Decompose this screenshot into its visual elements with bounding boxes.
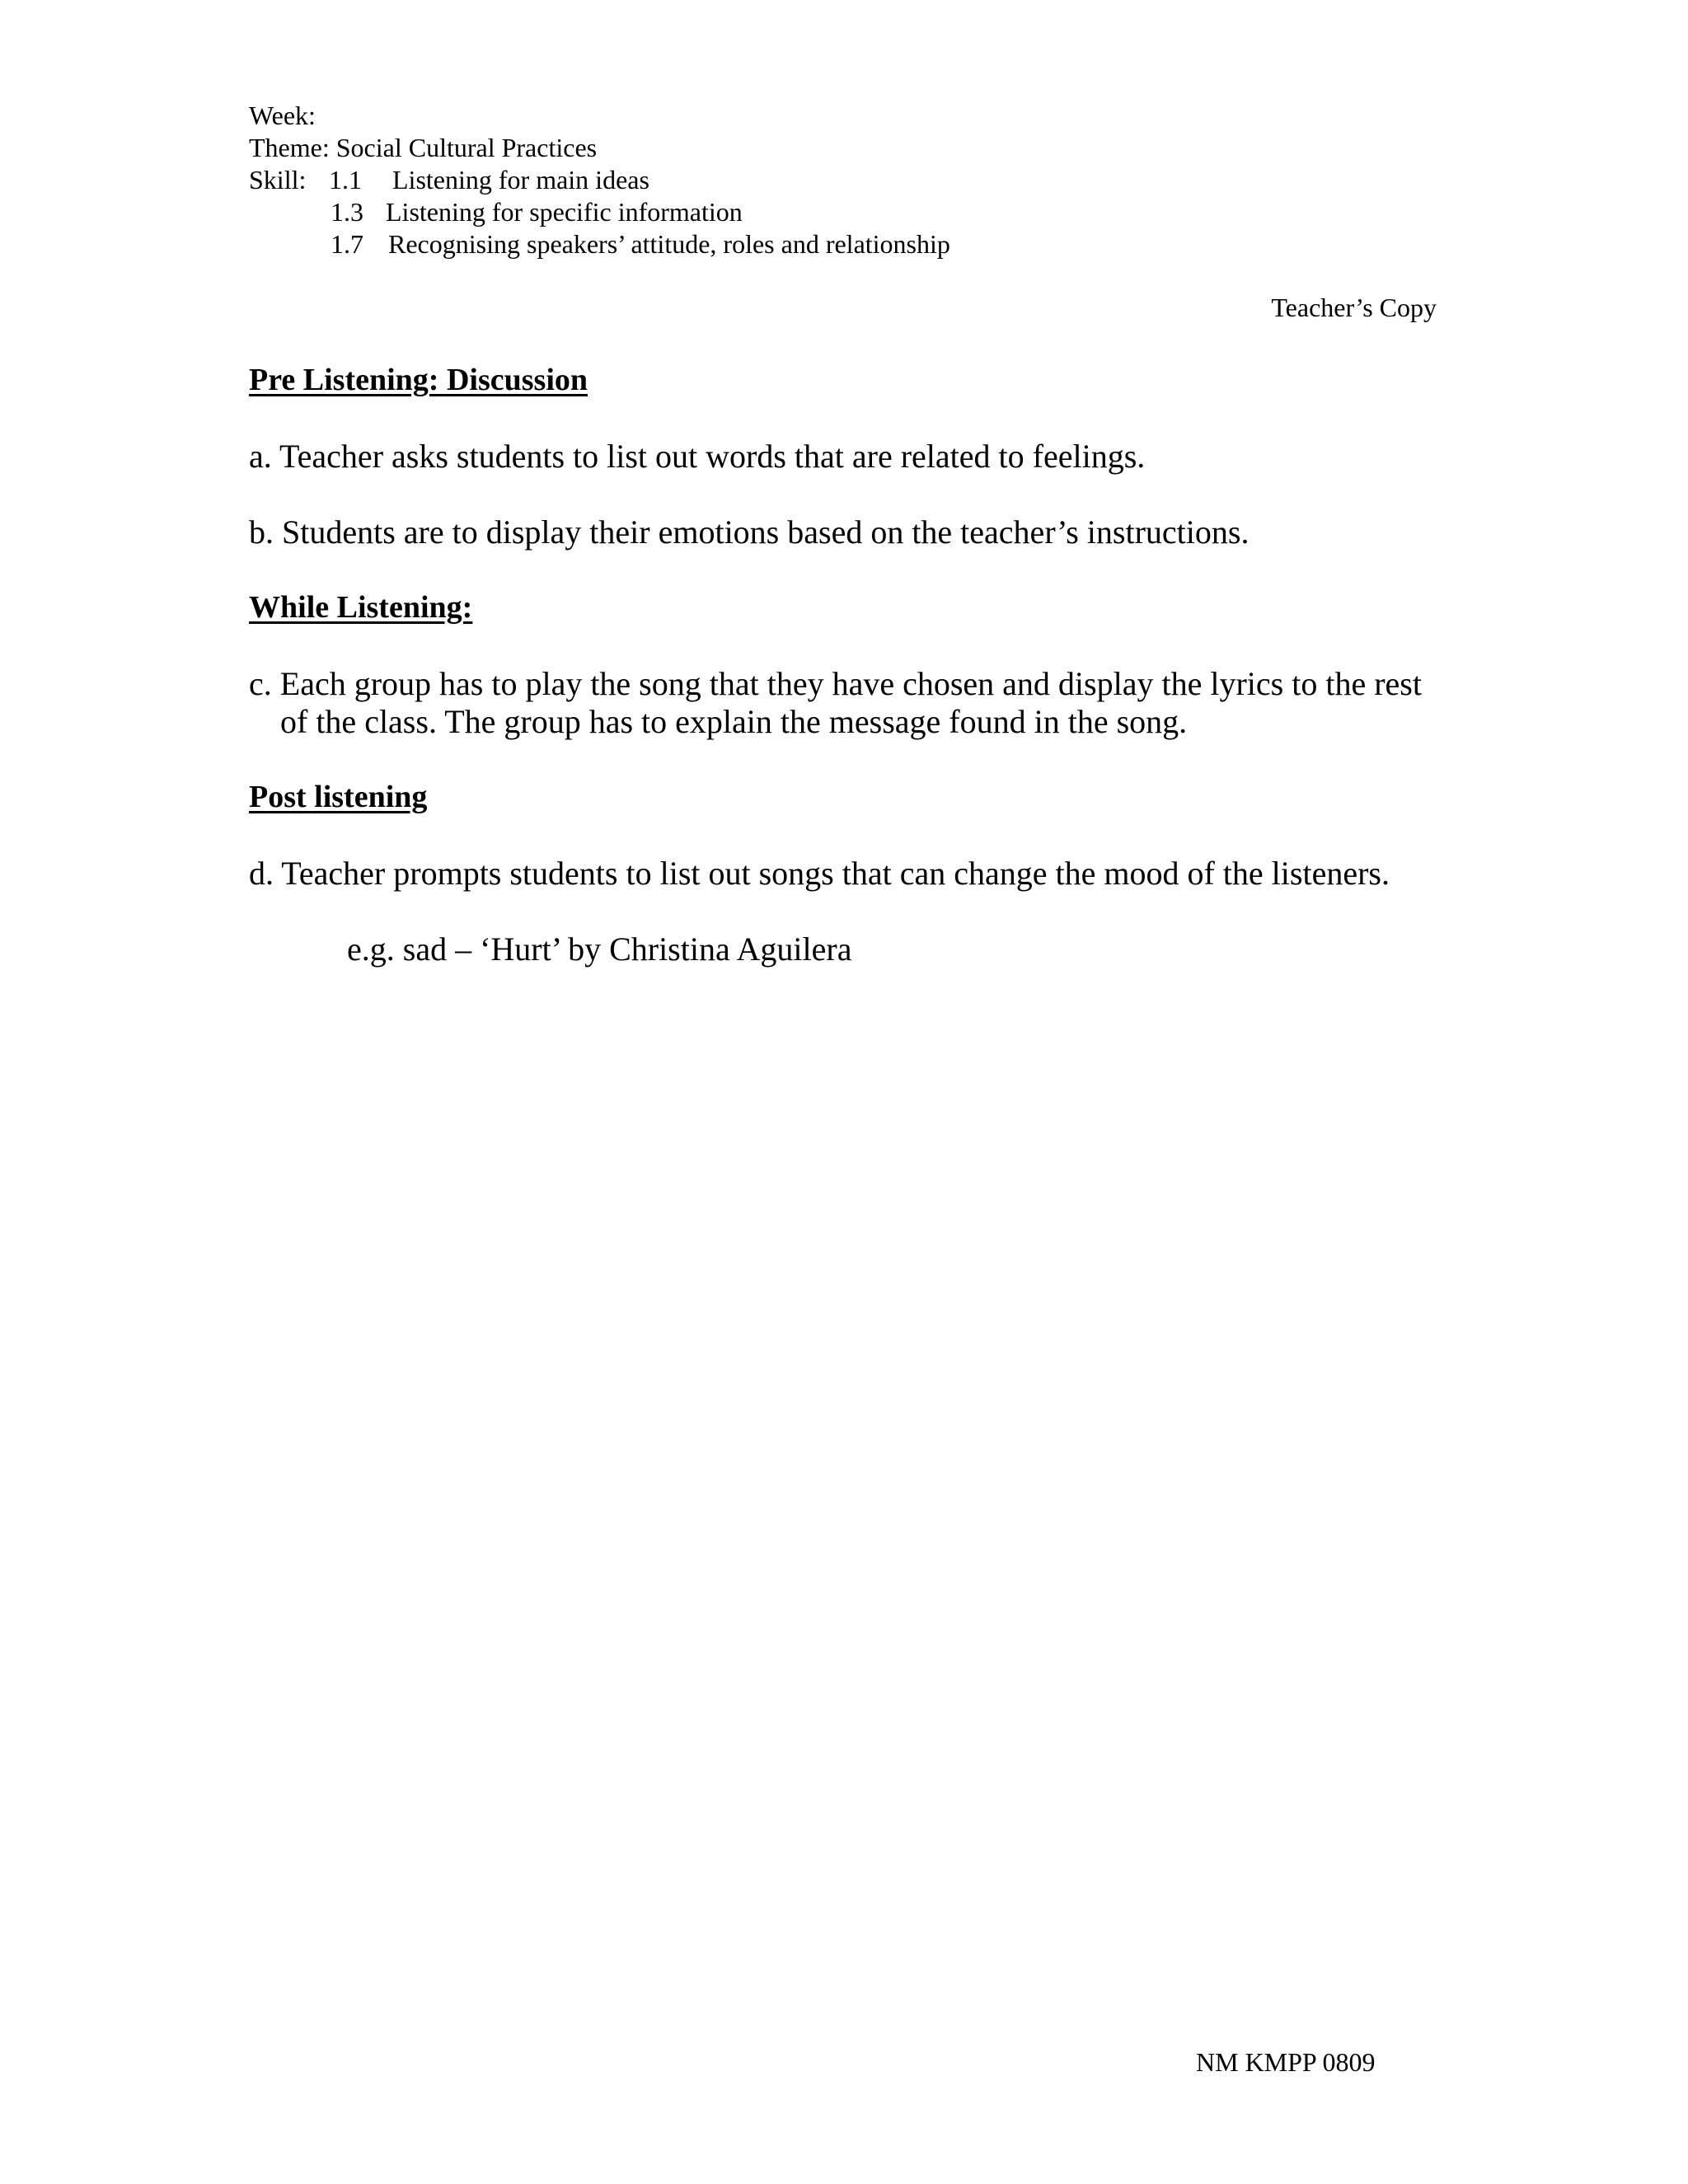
while-listening-heading: While Listening: — [249, 590, 473, 625]
item-c-line1: c. Each group has to play the song that they have chosen and display the lyrics to the rest — [249, 665, 1422, 702]
skill-text: Listening for main ideas — [392, 165, 649, 194]
skill-number: 1.7 — [331, 229, 363, 259]
post-listening-heading: Post listening — [249, 780, 428, 814]
week-line: Week: — [249, 101, 316, 130]
skill-text: Recognising speakers’ attitude, roles and relationship — [388, 229, 950, 259]
example-line: e.g. sad – ‘Hurt’ by Christina Aguilera — [347, 930, 852, 968]
theme-line: Theme: Social Cultural Practices — [249, 133, 598, 162]
footer-code: NM KMPP 0809 — [1196, 2047, 1376, 2077]
skill-label: Skill: — [249, 165, 307, 194]
pre-listening-heading: Pre Listening: Discussion — [249, 363, 588, 397]
item-b: b. Students are to display their emotions based on the teacher’s instructions. — [249, 513, 1250, 551]
skill-text: Listening for specific information — [386, 197, 743, 227]
item-a: a. Teacher asks students to list out words that are related to feelings. — [249, 438, 1146, 475]
skill-number: 1.3 — [331, 197, 363, 227]
teachers-copy-label: Teacher’s Copy — [1271, 293, 1437, 322]
item-c-line2: of the class. The group has to explain the message found in the song. — [280, 703, 1188, 740]
skill-number: 1.1 — [329, 165, 362, 194]
item-d: d. Teacher prompts students to list out songs that can change the mood of the listeners. — [249, 855, 1390, 892]
